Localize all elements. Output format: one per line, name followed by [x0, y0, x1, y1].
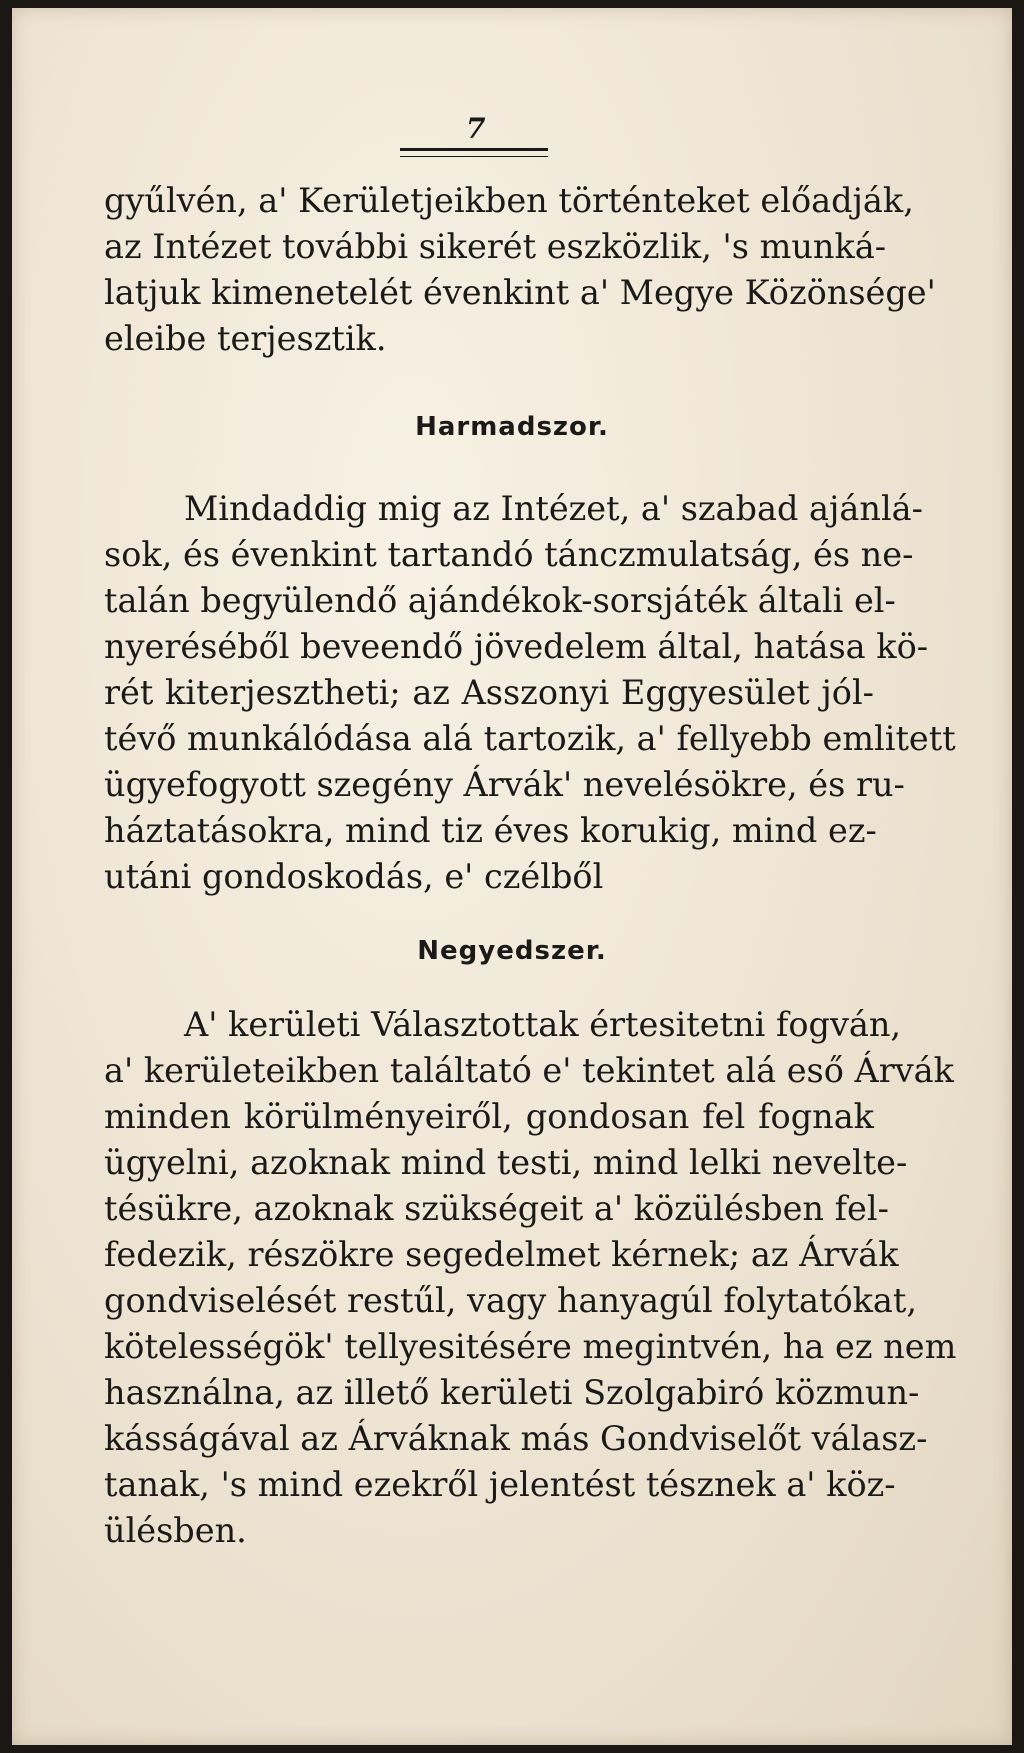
section-heading-negyedszer: Negyedszer. — [417, 936, 607, 966]
text-line: talán begyülendő ajándékok-sorsjáték általi el- — [104, 581, 896, 620]
text-line: sok, és évenkint tartandó tánczmulatság, és ne- — [104, 535, 914, 574]
text-line: gyűlvén, a' Kerületjeikben történteket előadják, — [104, 181, 914, 220]
paragraph-2 — [104, 486, 956, 900]
text-line: Mindaddig mig az Intézet, a' szabad ajánlá- — [184, 489, 923, 528]
text-line: latjuk kimenetelét évenkint a' Megye Közönsége' — [104, 273, 936, 312]
text-line: ügyefogyott szegény Árvák' nevelésökre, és ru- — [104, 765, 905, 804]
text-line: ügyelni, azoknak mind testi, mind lelki nevelte- — [104, 1143, 908, 1182]
text-line: tévő munkálódása alá tartozik, a' fellyebb emlitett — [104, 719, 956, 758]
text-line: nyeréséből beveendő jövedelem által, hatása kö- — [104, 627, 929, 666]
paragraph-1 — [104, 178, 936, 362]
text-line: rét kiterjesztheti; az Asszonyi Eggyesület jól- — [104, 673, 874, 712]
paragraph-3 — [104, 1002, 957, 1554]
text-line: tésükre, azoknak szükségeit a' közülésben fel- — [104, 1189, 889, 1228]
text-line: a' kerületeikben találtató e' tekintet alá eső Árvák — [104, 1051, 954, 1090]
text-line: az Intézet további sikerét eszközlik, 's munká- — [104, 227, 887, 266]
text-line: kötelességök' tellyesitésére megintvén, ha ez nem — [104, 1327, 957, 1366]
text-line: fedezik, részökre segedelmet kérnek; az Árvák — [104, 1235, 899, 1274]
text-line: háztatásokra, mind tiz éves korukig, mind ez- — [104, 811, 877, 850]
text-line: tanak, 's mind ezekről jelentést tésznek a' köz- — [104, 1465, 896, 1504]
text-line: használna, az illető kerületi Szolgabiró közmun- — [104, 1373, 920, 1412]
text-line: kásságával az Árváknak más Gondviselőt válasz- — [104, 1419, 928, 1458]
text-line: utáni gondoskodás, e' czélből — [104, 857, 604, 896]
text-line: eleibe terjesztik. — [104, 319, 387, 358]
text-line: minden körülményeiről, gondosan fel fognak — [104, 1097, 874, 1136]
text-line: A' kerületi Választottak értesitetni fogván, — [184, 1005, 902, 1044]
text-line: gondviselését restűl, vagy hanyagúl folytatókat, — [104, 1281, 918, 1320]
text-line: ülésben. — [104, 1511, 247, 1550]
section-heading-harmadszor: Harmadszor. — [415, 412, 609, 442]
page-number: 7 — [466, 112, 486, 145]
page-number-rule — [400, 148, 548, 157]
